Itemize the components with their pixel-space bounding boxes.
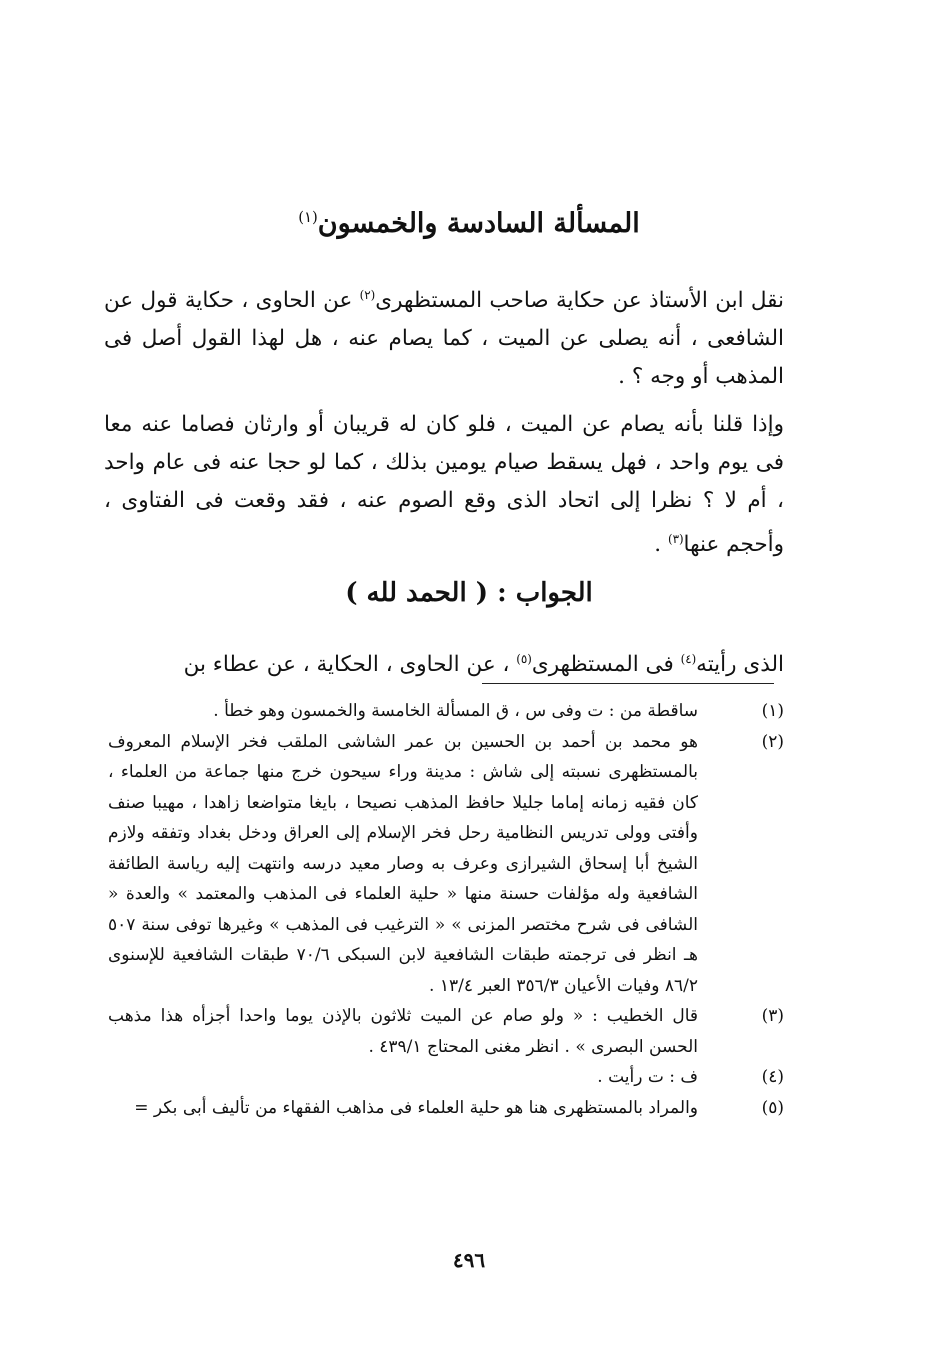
footnote-item [108,1062,788,1093]
footnote-item [108,727,788,1002]
footnote-ref-5: (٥) [516,652,532,666]
footnote-number: (٣) [761,1006,784,1026]
footnote-number: (٤) [761,1067,784,1087]
footnote-item [108,1001,788,1062]
footnote-ref-2: (٢) [359,288,376,302]
question-paragraph-1 [104,276,784,396]
paragraph-text: ، عن الحاوى ، الحكاية ، عن عطاء بن [183,652,517,678]
footnote-text: ساقطة من : ت وفى س ، ق المسألة الخامسة والخمسون وهو خطأ . [213,701,698,721]
paragraph-text: . [654,532,668,558]
paragraph-text: الذى رأيته [696,652,784,678]
paragraph-text: نقل ابن الأستاذ عن حكاية صاحب المستظهرى [375,288,785,314]
footnote-text: ف : ت رأيت . [597,1067,698,1087]
footnote-ref-1: (١) [298,208,318,226]
question-paragraph-2 [104,406,784,564]
footnote-divider [482,683,774,684]
answer-heading: الجواب : ( الحمد لله ) [345,578,593,608]
footnote-text: هو محمد بن أحمد بن الحسين بن عمر الشاشى الملقب فخر الإسلام المعروف بالمستظهرى نسبته إلى شاش : مدينة وراء سيحون خرج منها جماعة من العلماء ، كان فقيه زمانه إماما جليلا حافظ المذهب نصيحا ، بايغا متواضعا زاهدا ، مهيبا صنف وأفتى وولى تدريس النظامية رحل فخر الإسلام إلى العراق ودخل بغداد وتفقه ولازم الشيخ أبا إسحاق الشيرازى وعرف به وصار معيد درسه وانتهت إليه رياسة الطائفة الشافعية وله مؤلفات حسنة منها « حلية العلماء فى المذهب والمعتمد » والعدة « الشافى فى شرح مختصر المزنى » « الترغيب فى المذهب » وغيرها توفى سنة ٥٠٧ هـ انظر فى ترجمته طبقات الشافعية لابن السبكى ٧٠/٦ طبقات الشافعية للإسنوى ٨٦/٢ وفيات الأعيان ٣٥٦/٣ العبر ١٣/٤ . [108,731,698,996]
paragraph-text: عن الحاوى ، حكاية قول عن الشافعى ، أنه يصلى عن الميت ، كما يصام عنه ، هل لهذا القول أصل فى المذهب أو وجه ؟ . [104,288,784,390]
section-title [100,208,838,239]
footnote-number: (١) [761,701,784,721]
paragraph-text: فى المستظهرى [531,652,681,678]
footnote-text: والمراد بالمستظهرى هنا هو حلية العلماء فى مذاهب الفقهاء من تأليف أبى بكر = [134,1097,698,1118]
paragraph-text: وإذا قلنا بأنه يصام عن الميت ، فلو كان له قريبان أو وارثان فصاما عنه معا فى يوم واحد ، فهل يسقط صيام يومين بذلك ، كما لو حجا عنه فى عام واحد ، أم لا ؟ نظرا إلى اتحاد الذى وقع الصوم عنه ، فقد وقعت فى الفتاوى ، وأحجم عنها [104,412,784,558]
footnote-text: قال الخطيب : « ولو صام عن الميت ثلاثون بالإذن يوما واحدا أجزأه هذا مذهب الحسن البصرى » . انظر مغنى المحتاج ٤٣٩/١ . [108,1006,698,1057]
footnote-item [108,696,788,727]
page-number: ٤٩٦ [452,1248,486,1272]
footnote-number: (٢) [761,731,784,752]
section-title-text: المسألة السادسة والخمسون [317,208,640,239]
footnote-ref-3: (٣) [667,532,684,546]
footnote-ref-4: (٤) [680,652,697,666]
footnote-item [108,1093,788,1124]
footnotes [108,696,788,1123]
answer-paragraph [104,640,784,684]
footnote-number: (٥) [761,1097,784,1118]
